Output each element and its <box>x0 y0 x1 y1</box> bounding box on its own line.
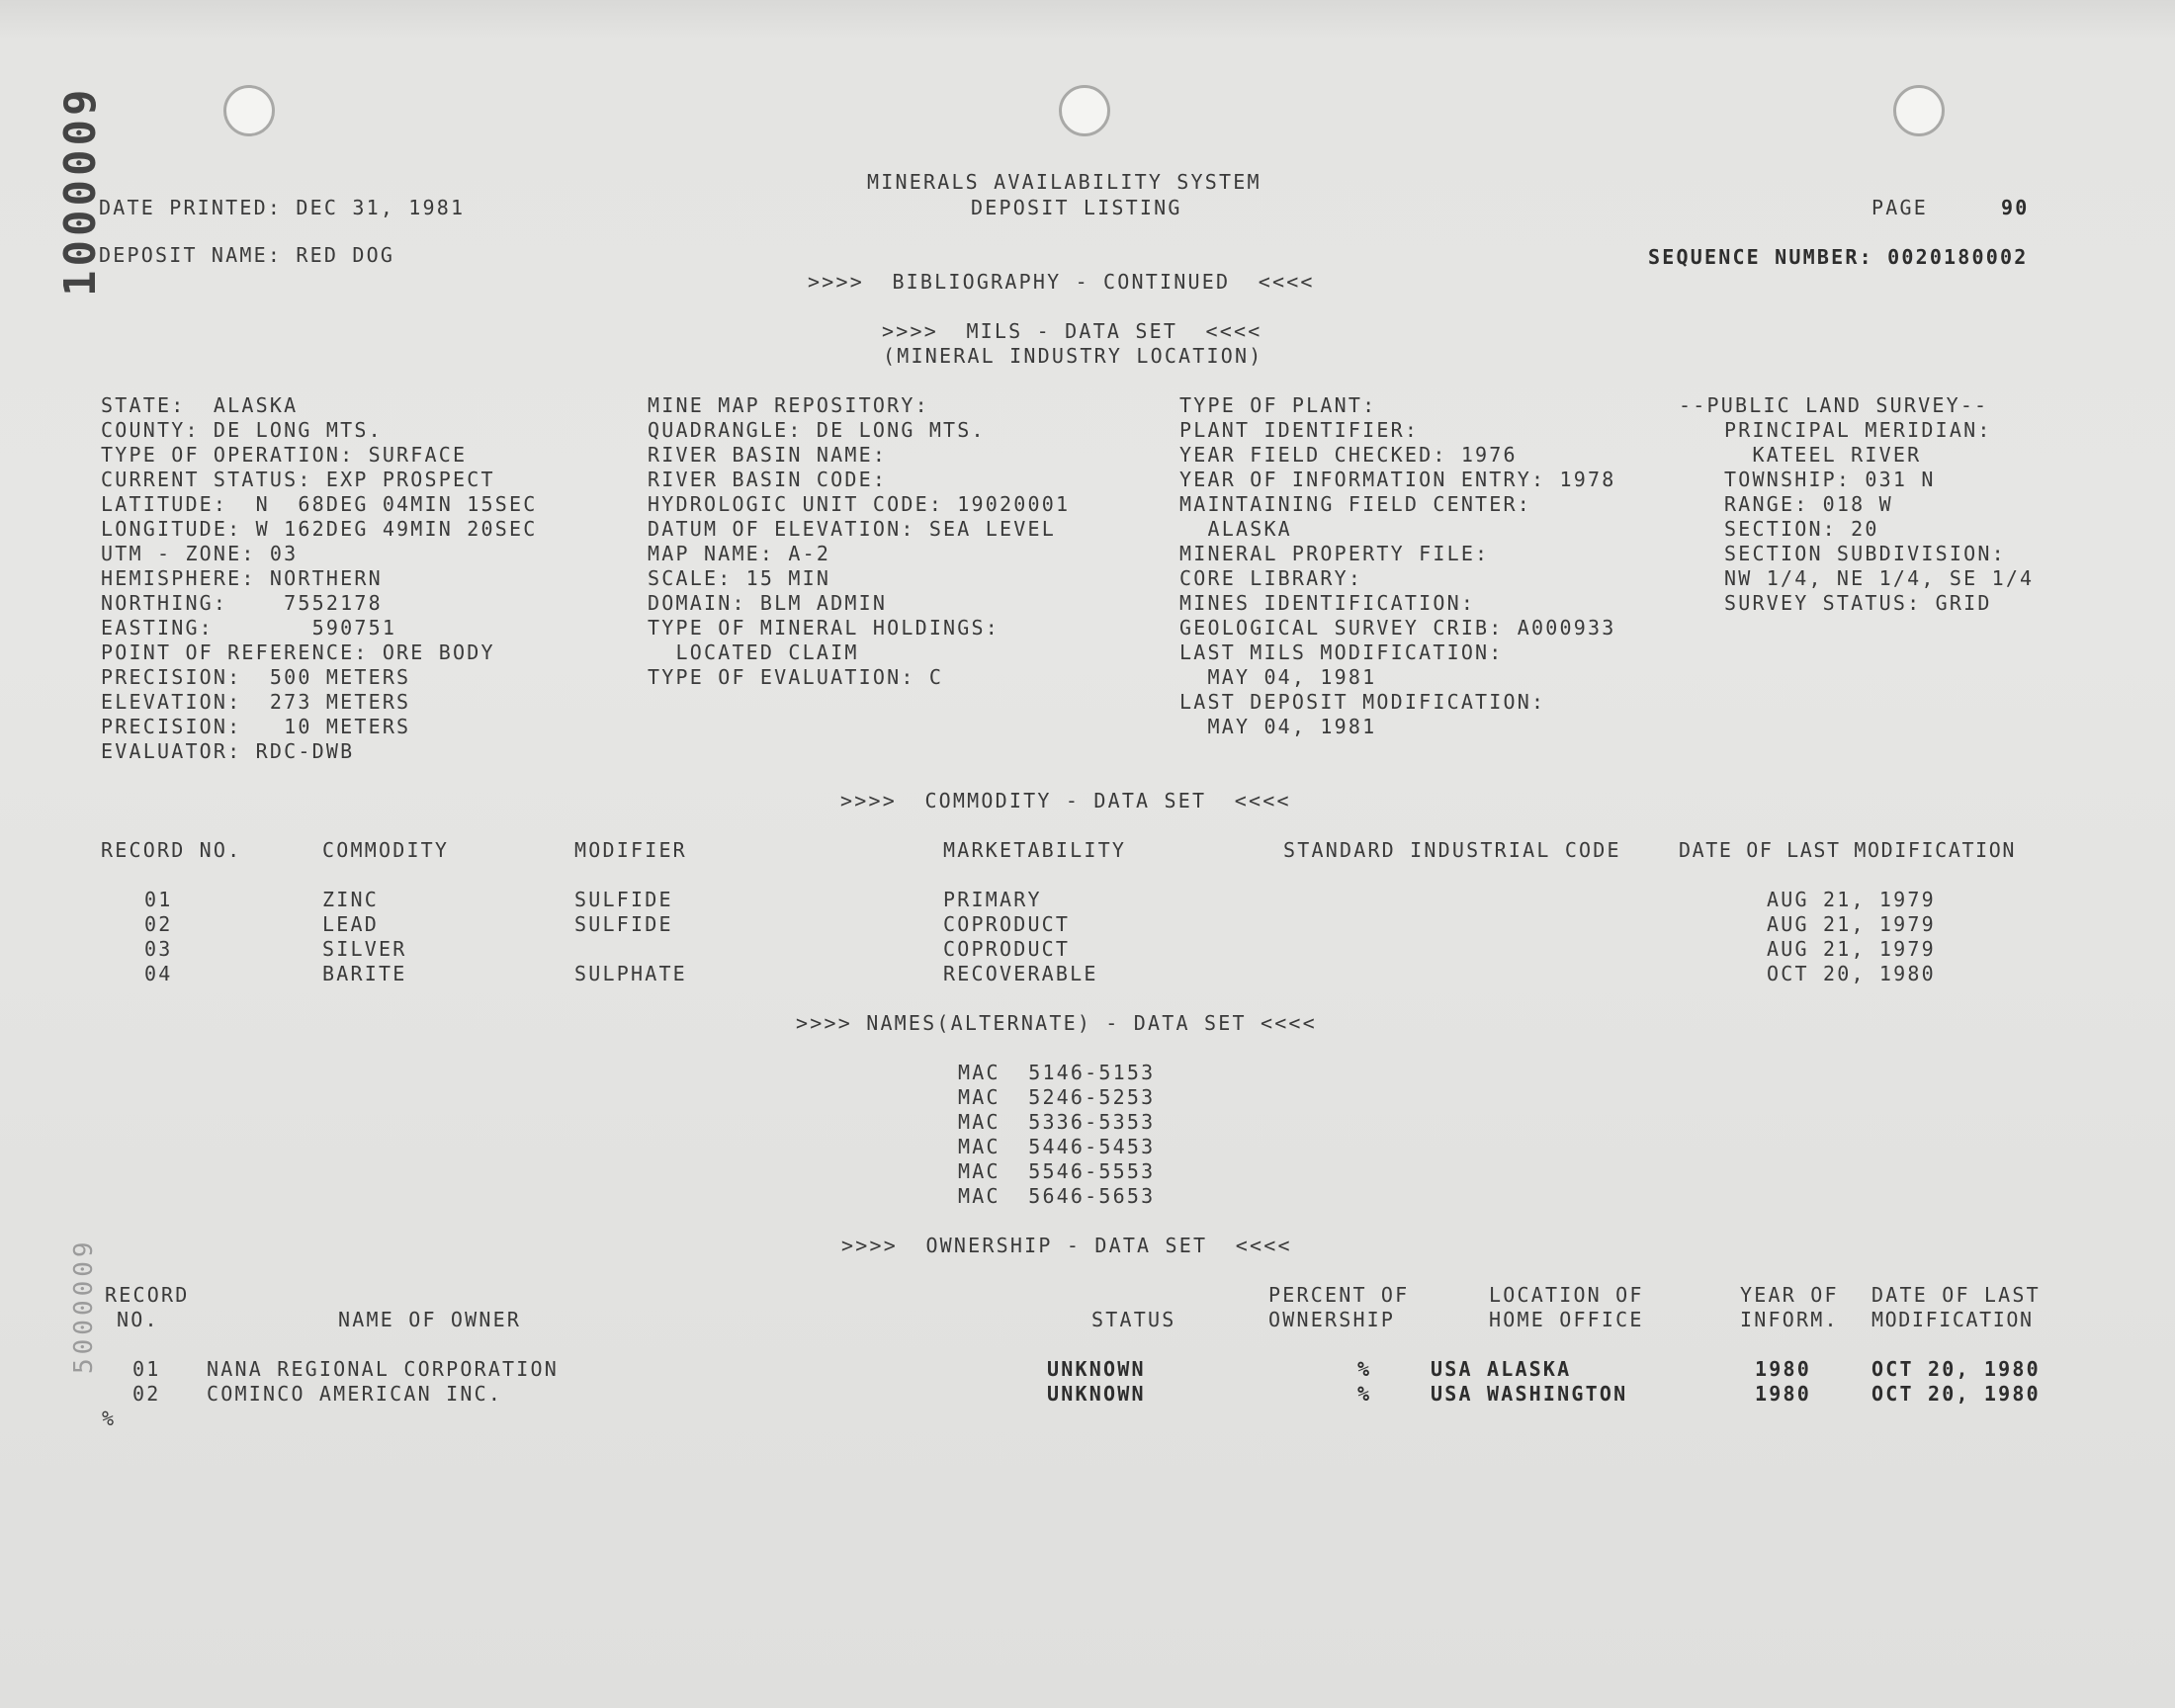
deposit-name: DEPOSIT NAME: RED DOG <box>99 243 395 267</box>
ownership-row-location: USA ALASKA <box>1431 1357 1572 1381</box>
ownership-footnote: % <box>102 1407 117 1430</box>
mils-field: LAST MILS MODIFICATION: <box>1179 640 1504 664</box>
page-label: PAGE <box>1871 196 1928 219</box>
ownership-header-location-2: HOME OFFICE <box>1489 1308 1644 1331</box>
ownership-header-date-2: MODIFICATION <box>1871 1308 2034 1331</box>
mils-field: YEAR OF INFORMATION ENTRY: 1978 <box>1179 468 1616 491</box>
faint-stamp-number: 5000009 <box>69 1238 99 1374</box>
punch-hole-right <box>1893 85 1945 136</box>
survey-field: SECTION: 20 <box>1724 517 1879 541</box>
mils-field: HEMISPHERE: NORTHERN <box>101 566 383 590</box>
commodity-header-modifier: MODIFIER <box>574 838 687 862</box>
commodity-header-date: DATE OF LAST MODIFICATION <box>1679 838 2017 862</box>
mils-field: ELEVATION: 273 METERS <box>101 690 411 714</box>
ownership-header-status: STATUS <box>1091 1308 1176 1331</box>
commodity-header-record: RECORD NO. <box>101 838 242 862</box>
mils-field: QUADRANGLE: DE LONG MTS. <box>648 418 986 442</box>
survey-field: SECTION SUBDIVISION: <box>1724 542 2006 565</box>
mils-field: LOCATED CLAIM <box>648 640 859 664</box>
mils-field: LATITUDE: N 68DEG 04MIN 15SEC <box>101 492 538 516</box>
commodity-header-sic: STANDARD INDUSTRIAL CODE <box>1283 838 1621 862</box>
ownership-row-year: 1980 <box>1755 1382 1811 1406</box>
mils-field: MINE MAP REPOSITORY: <box>648 393 929 417</box>
mils-field: YEAR FIELD CHECKED: 1976 <box>1179 443 1518 467</box>
mils-field: MAY 04, 1981 <box>1179 715 1377 738</box>
survey-field: PRINCIPAL MERIDIAN: <box>1724 418 1992 442</box>
date-printed: DATE PRINTED: DEC 31, 1981 <box>99 196 466 219</box>
mils-field: NORTHING: 7552178 <box>101 591 383 615</box>
commodity-row-modifier: SULFIDE <box>574 888 673 911</box>
mils-subheading: (MINERAL INDUSTRY LOCATION) <box>883 344 1263 368</box>
commodity-heading: >>>> COMMODITY - DATA SET <<<< <box>840 789 1291 812</box>
ownership-row-date: OCT 20, 1980 <box>1871 1382 2041 1406</box>
commodity-row-name: BARITE <box>322 962 407 985</box>
survey-field: TOWNSHIP: 031 N <box>1724 468 1936 491</box>
mils-field: TYPE OF EVALUATION: C <box>648 665 944 689</box>
mils-field: SCALE: 15 MIN <box>648 566 831 590</box>
commodity-row-date: OCT 20, 1980 <box>1767 962 1936 985</box>
mils-field: POINT OF REFERENCE: ORE BODY <box>101 640 495 664</box>
survey-field: RANGE: 018 W <box>1724 492 1893 516</box>
document-stamp-number: 1000009 <box>55 85 106 297</box>
alternate-name: MAC 5146-5153 <box>958 1061 1156 1084</box>
commodity-header-marketability: MARKETABILITY <box>943 838 1127 862</box>
punch-hole-center <box>1059 85 1110 136</box>
mils-heading: >>>> MILS - DATA SET <<<< <box>882 319 1262 343</box>
commodity-row-date: AUG 21, 1979 <box>1767 888 1936 911</box>
alternate-name: MAC 5246-5253 <box>958 1085 1156 1109</box>
mils-location-column <box>101 393 537 764</box>
mils-field: CURRENT STATUS: EXP PROSPECT <box>101 468 495 491</box>
mils-field: PRECISION: 10 METERS <box>101 715 411 738</box>
ownership-row-location: USA WASHINGTON <box>1431 1382 1628 1406</box>
ownership-row-percent: % <box>1357 1357 1372 1381</box>
commodity-row-date: AUG 21, 1979 <box>1767 912 1936 936</box>
ownership-row-no: 02 <box>132 1382 161 1406</box>
page-number: 90 <box>2001 196 2030 219</box>
mils-field: HYDROLOGIC UNIT CODE: 19020001 <box>648 492 1071 516</box>
alternate-names-list <box>958 1061 1155 1209</box>
ownership-row-percent: % <box>1357 1382 1372 1406</box>
mils-field: DATUM OF ELEVATION: SEA LEVEL <box>648 517 1056 541</box>
alternate-name: MAC 5646-5653 <box>958 1184 1156 1208</box>
ownership-row-status: UNKNOWN <box>1047 1357 1146 1381</box>
commodity-row-no: 04 <box>144 962 173 985</box>
commodity-header-commodity: COMMODITY <box>322 838 450 862</box>
mils-field: UTM - ZONE: 03 <box>101 542 299 565</box>
commodity-row-modifier: SULFIDE <box>574 912 673 936</box>
listing-title: DEPOSIT LISTING <box>971 196 1182 219</box>
ownership-header-no: NO. <box>117 1308 159 1331</box>
mils-field: PLANT IDENTIFIER: <box>1179 418 1420 442</box>
ownership-header-name: NAME OF OWNER <box>338 1308 522 1331</box>
mils-field: MINERAL PROPERTY FILE: <box>1179 542 1490 565</box>
mils-map-column <box>648 393 1070 690</box>
ownership-header-percent-2: OWNERSHIP <box>1268 1308 1396 1331</box>
ownership-row-year: 1980 <box>1755 1357 1811 1381</box>
commodity-row-modifier: SULPHATE <box>574 962 687 985</box>
ownership-header-year-2: INFORM. <box>1740 1308 1839 1331</box>
mils-field: PRECISION: 500 METERS <box>101 665 411 689</box>
mils-field: TYPE OF MINERAL HOLDINGS: <box>648 616 1000 640</box>
ownership-row-date: OCT 20, 1980 <box>1871 1357 2041 1381</box>
mils-field: TYPE OF OPERATION: SURFACE <box>101 443 468 467</box>
survey-field: NW 1/4, NE 1/4, SE 1/4 <box>1724 566 2035 590</box>
bibliography-heading: >>>> BIBLIOGRAPHY - CONTINUED <<<< <box>808 270 1315 294</box>
commodity-row-market: PRIMARY <box>943 888 1042 911</box>
commodity-row-no: 03 <box>144 937 173 961</box>
survey-field: --PUBLIC LAND SURVEY-- <box>1679 393 1989 417</box>
alternate-name: MAC 5336-5353 <box>958 1110 1156 1134</box>
mils-field: STATE: ALASKA <box>101 393 299 417</box>
ownership-header-percent: PERCENT OF <box>1268 1283 1410 1307</box>
ownership-header-location: LOCATION OF <box>1489 1283 1644 1307</box>
mils-field: LONGITUDE: W 162DEG 49MIN 20SEC <box>101 517 538 541</box>
punch-hole-left <box>223 85 275 136</box>
mils-field: ALASKA <box>1179 517 1292 541</box>
mils-field: RIVER BASIN CODE: <box>648 468 888 491</box>
mils-field: MINES IDENTIFICATION: <box>1179 591 1476 615</box>
mils-field: TYPE OF PLANT: <box>1179 393 1377 417</box>
survey-field: KATEEL RIVER <box>1724 443 1922 467</box>
system-title: MINERALS AVAILABILITY SYSTEM <box>867 170 1262 194</box>
public-land-survey-column <box>1679 393 2034 616</box>
survey-field: SURVEY STATUS: GRID <box>1724 591 1992 615</box>
mils-field: COUNTY: DE LONG MTS. <box>101 418 383 442</box>
mils-field: DOMAIN: BLM ADMIN <box>648 591 888 615</box>
names-heading: >>>> NAMES(ALTERNATE) - DATA SET <<<< <box>796 1011 1317 1035</box>
mils-field: EASTING: 590751 <box>101 616 397 640</box>
commodity-row-market: COPRODUCT <box>943 937 1071 961</box>
ownership-row-name: NANA REGIONAL CORPORATION <box>207 1357 560 1381</box>
commodity-row-date: AUG 21, 1979 <box>1767 937 1936 961</box>
mils-field: CORE LIBRARY: <box>1179 566 1363 590</box>
commodity-row-market: COPRODUCT <box>943 912 1071 936</box>
sequence-number: SEQUENCE NUMBER: 0020180002 <box>1648 245 2029 269</box>
commodity-row-name: SILVER <box>322 937 407 961</box>
commodity-row-name: LEAD <box>322 912 379 936</box>
commodity-row-no: 01 <box>144 888 173 911</box>
ownership-header-date: DATE OF LAST <box>1871 1283 2041 1307</box>
mils-field: EVALUATOR: RDC-DWB <box>101 739 355 763</box>
ownership-header-record: RECORD <box>105 1283 190 1307</box>
mils-field: MAY 04, 1981 <box>1179 665 1377 689</box>
commodity-row-market: RECOVERABLE <box>943 962 1098 985</box>
commodity-row-name: ZINC <box>322 888 379 911</box>
alternate-name: MAC 5546-5553 <box>958 1159 1156 1183</box>
ownership-heading: >>>> OWNERSHIP - DATA SET <<<< <box>841 1234 1292 1257</box>
mils-plant-column <box>1179 393 1615 739</box>
mils-field: MAINTAINING FIELD CENTER: <box>1179 492 1532 516</box>
commodity-row-no: 02 <box>144 912 173 936</box>
mils-field: LAST DEPOSIT MODIFICATION: <box>1179 690 1546 714</box>
ownership-header-year: YEAR OF <box>1740 1283 1839 1307</box>
alternate-name: MAC 5446-5453 <box>958 1135 1156 1158</box>
ownership-row-name: COMINCO AMERICAN INC. <box>207 1382 503 1406</box>
mils-field: MAP NAME: A-2 <box>648 542 831 565</box>
ownership-row-no: 01 <box>132 1357 161 1381</box>
mils-field: GEOLOGICAL SURVEY CRIB: A000933 <box>1179 616 1616 640</box>
ownership-row-status: UNKNOWN <box>1047 1382 1146 1406</box>
mils-field: RIVER BASIN NAME: <box>648 443 888 467</box>
